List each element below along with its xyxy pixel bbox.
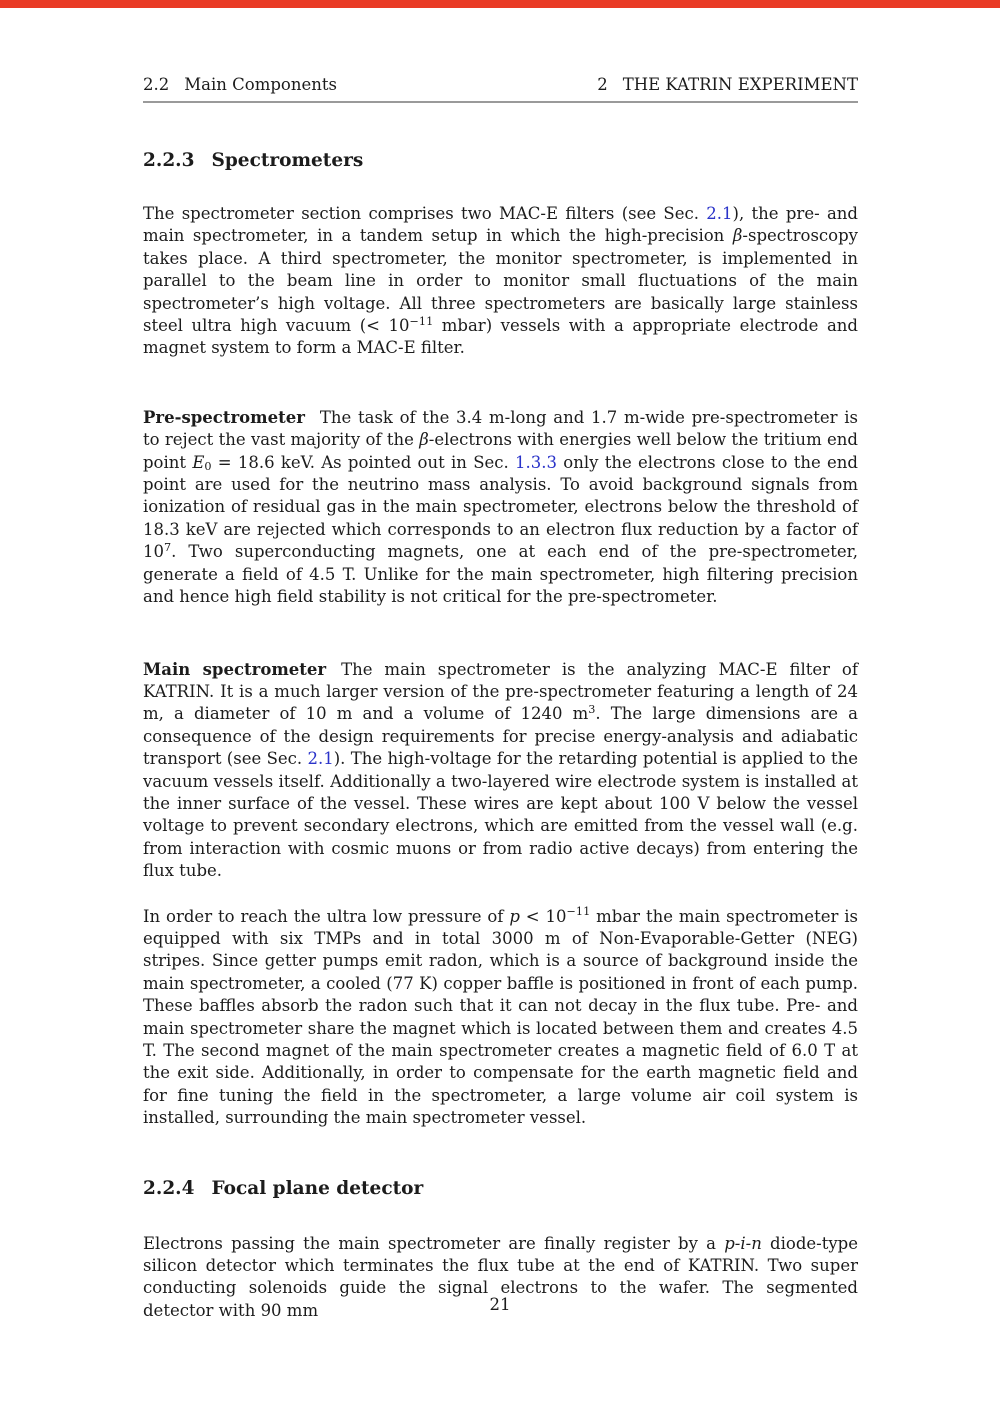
text-run: -spectroscopy takes place. A third spectrometer, the monitor spectrometer, is implemented in parallel to the beam line in order to monitor small fluctuations of the main spectrometer’s high voltage. All three spectrometers are basically large stainless steel ultra high vacuum (< 10 [143, 226, 858, 336]
exponent: 3 [588, 703, 596, 717]
text-run: The main spectrometer is the analyzing MAC-E filter of KATRIN. It is a much larger version of the pre-spectrometer featuring a length of 24 m, a diameter of 10 m and a volume of 1240 m [143, 659, 858, 724]
text-run: < 10 [519, 906, 567, 926]
beta-symbol: β [732, 226, 743, 246]
paragraph-lead-bold: Main spectrometer [143, 659, 327, 679]
header-chapter-number: 2 [597, 75, 608, 94]
text-run: ), the pre- and main spectrometer, in a tandem setup in which the high-precision [143, 204, 858, 246]
top-accent-bar [0, 0, 1000, 8]
math-variable-p: p [509, 906, 520, 926]
math-variable-E: E [192, 452, 205, 472]
ref-link-sec-2-1[interactable]: 2.1 [307, 749, 334, 769]
header-section-number: 2.2 [143, 75, 170, 94]
text-run: In order to reach the ultra low pressure of [143, 906, 510, 926]
text-run: The spectrometer section comprises two MAC-E filters (see Sec. [143, 204, 707, 223]
beta-symbol: β [419, 430, 429, 450]
page-footer [0, 1295, 1000, 1314]
paragraph-vacuum-system [143, 906, 858, 1130]
text-run: only the electrons close to the end point are used for the neutrino mass analysis. To avoid background signals from ionization of residual gas in the main spectrometer, electrons below the threshold of 18.3 keV are rejected which corresponds to an electron flux reduction by a factor of 10 [143, 452, 858, 562]
text-run: Electrons passing the main spectrometer are finally register by a [143, 1233, 725, 1253]
exponent: 7 [164, 541, 172, 555]
text-run: . Two superconducting magnets, one at each end of the pre-spectrometer, generate a field of 4.5 T. Unlike for the main spectrometer, high filtering precision and hence high field stability is not critical for the pre-spectrometer. [143, 542, 858, 607]
text-run: . The large dimensions are a consequence of the design requirements for precise energy-analysis and adiabatic transport (see Sec. [143, 704, 858, 769]
ref-link-sec-1-3-3[interactable]: 1.3.3 [515, 452, 558, 472]
subsection-heading-spectrometers [143, 149, 858, 173]
paragraph-pre-spectrometer [143, 407, 858, 609]
page-content [143, 75, 858, 1322]
text-run: mbar) vessels with a appropriate electrode and magnet system to form a MAC-E filter. [143, 316, 858, 358]
text-run: The task of the 3.4 m-long and 1.7 m-wide pre-spectrometer is to reject the vast majority of the [143, 407, 858, 450]
subsection-title: Spectrometers [211, 150, 364, 171]
header-section-title: Main Components [184, 75, 337, 94]
subsection-number: 2.2.4 [143, 1177, 195, 1199]
text-run: mbar the main spectrometer is equipped with six TMPs and in total 3000 m of Non-Evaporable-Getter (NEG) stripes. Since getter pumps emit radon, which is a source of background inside the main spectrometer, a cooled (77 K) copper baffle is positioned in front of each pump. These baffles absorb the radon such that it can not decay in the flux tube. Pre- and main spectrometer share the magnet which is located between them and creates 4.5 T. The second magnet of the main spectrometer creates a magnetic field of 6.0 T at the exit side. Additionally, in order to compensate for the earth magnetic field and for fine tuning the field in the spectrometer, a large volume air coil system is installed, surrounding the main spectrometer vessel. [143, 906, 859, 1128]
ref-link-sec-2-1[interactable]: 2.1 [706, 204, 733, 223]
subsection-number: 2.2.3 [143, 150, 195, 171]
page-header [143, 75, 858, 103]
text-run: diode-type silicon detector which terminates the flux tube at the end of KATRIN. Two super conducting solenoids guide the signal electrons to the wafer. The segmented detector with 90 mm [143, 1233, 858, 1320]
subscript: 0 [204, 460, 212, 474]
paragraph-intro [143, 203, 858, 360]
exponent: −11 [566, 905, 591, 919]
subsection-title: Focal plane detector [211, 1177, 424, 1199]
page-number: 21 [489, 1295, 511, 1314]
exponent: −11 [409, 314, 434, 328]
text-run: -electrons with energies well below the tritium end point [143, 430, 858, 472]
header-left [143, 75, 337, 95]
math-term-pin: p-i-n [724, 1233, 762, 1253]
paragraph-lead-bold: Pre-spectrometer [143, 407, 305, 427]
subsection-heading-focal-plane-detector [143, 1177, 858, 1201]
header-chapter-title: THE KATRIN EXPERIMENT [622, 75, 858, 94]
paragraph-main-spectrometer [143, 659, 858, 883]
text-run: ). The high-voltage for the retarding potential is applied to the vacuum vessels itself. Additionally a two-layered wire electrode system is installed at the inner surface of the vessel. These wires are kept about 100 V below the vessel voltage to prevent secondary electrons, which are emitted from the vessel wall (e.g. from interaction with cosmic muons or from radio active decays) from entering the flux tube. [143, 749, 858, 881]
header-right [597, 75, 858, 95]
text-run: = 18.6 keV. As pointed out in Sec. [211, 452, 516, 472]
